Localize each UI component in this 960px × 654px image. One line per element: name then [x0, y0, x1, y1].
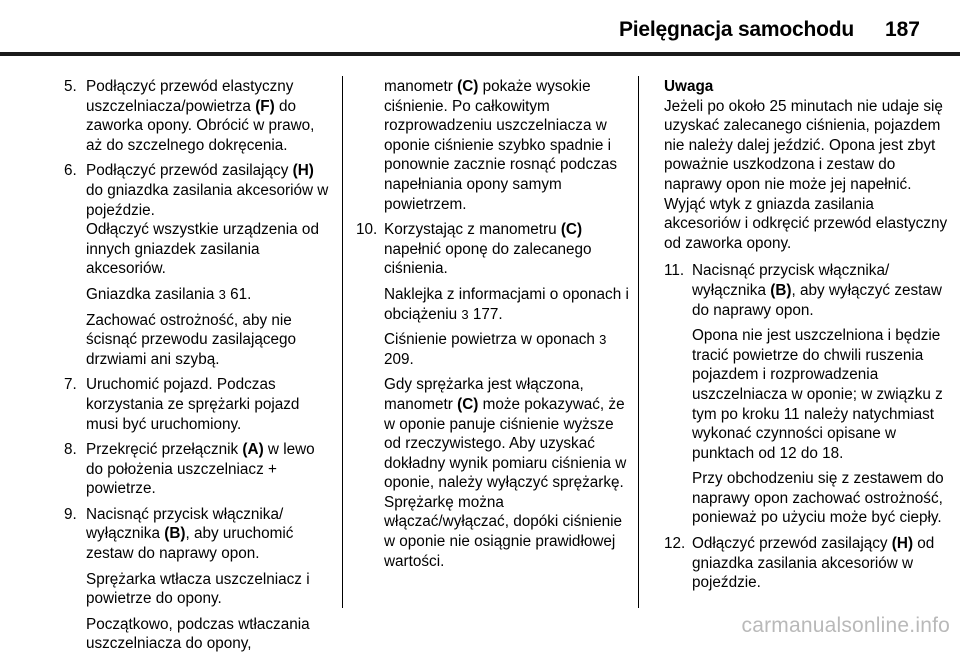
step-text: Podłączyć przewód zasilający (H) do gniazdka zasilania akcesoriów w pojeździe. Odłączyć wszystkie urządzenia od innych gniazdek zasilania akcesoriów. Gniazdka zasilania 3 61. Zachować ostrożność, aby nie ścisnąć przewodu zasilającego drzwiami ani szybą.: [86, 161, 334, 375]
step-9-continued: [356, 77, 632, 214]
column-3: [664, 77, 954, 593]
cross-reference[interactable]: Naklejka z informacjami o oponach i obciążeniu 3 177.: [384, 285, 629, 323]
page-header: [0, 0, 960, 56]
step-text: Nacisnąć przycisk włącznika/ wyłącznika (B), aby uruchomić zestaw do naprawy opon. Sprężarka wtłacza uszczelniacz i powietrze do opony. Początkowo, podczas wtłaczania uszczelniacza do opony,: [86, 505, 310, 653]
step-text: Uruchomić pojazd. Podczas korzystania ze sprężarki pojazd musi być uruchomiony.: [86, 376, 300, 433]
step-12: [664, 534, 954, 593]
reference-arrow-icon: 3: [461, 306, 469, 322]
step-number: 7.: [64, 376, 77, 394]
note-title: Uwaga: [664, 78, 714, 95]
step-number: 6.: [64, 162, 77, 180]
step-number: 12.: [664, 535, 686, 553]
column-divider: [638, 76, 639, 608]
step-text: Nacisnąć przycisk włącznika/ wyłącznika (B), aby wyłączyć zestaw do naprawy opon. Opona nie jest uszczelniona i będzie tracić powietrze do chwili ruszenia pojazdem i rozprowadzenia uszczelniacza w oponie; w związku z tym po kroku 11 należy natychmiast wykonać czynności opisane w punktach od 12 do 18. Przy obchodzeniu się z zestawem do naprawy opon zachować ostrożność, ponieważ po użyciu może być ciepły.: [692, 262, 944, 527]
column-2: [356, 77, 632, 571]
watermark: carmanualsonline.info: [741, 614, 950, 637]
cross-reference[interactable]: Gniazdka zasilania 3 61.: [86, 285, 252, 303]
reference-arrow-icon: 3: [599, 332, 607, 348]
step-11: [664, 261, 954, 528]
step-text: Odłączyć przewód zasilający (H) od gniazdka zasilania akcesoriów w pojeździe.: [692, 535, 935, 592]
step-5: [64, 77, 334, 155]
step-8: [64, 440, 334, 499]
page-title: Pielęgnacja samochodu: [618, 18, 854, 41]
page-number: 187: [884, 18, 920, 41]
column-1: [64, 77, 334, 654]
step-number: 8.: [64, 441, 77, 459]
step-10: [356, 220, 632, 571]
header-rule: [0, 52, 960, 56]
note-box: [664, 77, 954, 253]
step-text: Korzystając z manometru (C) napełnić oponę do zalecanego ciśnienia. Naklejka z informacjami o oponach i obciążeniu 3 177. Ciśnienie powietrza w oponach 3 209. Gdy sprężarka jest włączona, manometr (C) może pokazywać, że w oponie panuje ciśnienie wyższe od rzeczywistego. Aby uzyskać dokładny wynik pomiaru ciśnienia w oponie, należy wyłączyć sprężarkę. Sprężarkę można włączać/wyłączać, dopóki ciśnienie w oponie nie osiągnie prawidłowej wartości.: [384, 220, 632, 571]
note-text: Jeżeli po około 25 minutach nie udaje się uzyskać zalecanego ciśnienia, pojazdem nie należy dalej jeździć. Opona jest zbyt poważnie uszkodzona i zestaw do naprawy opon nie może jej napełnić. Wyjąć wtyk z gniazda zasilania akcesoriów i odkręcić przewód elastyczny od zaworka opony.: [664, 97, 948, 252]
column-divider: [342, 76, 343, 608]
cross-reference[interactable]: Ciśnienie powietrza w oponach 3 209.: [384, 331, 607, 368]
step-number: 5.: [64, 78, 77, 95]
step-9: [64, 505, 334, 654]
step-6: [64, 161, 334, 375]
step-number: 11.: [664, 262, 685, 280]
step-7: [64, 375, 334, 434]
step-number: 9.: [64, 505, 77, 523]
step-text: manometr (C) pokaże wysokie ciśnienie. Po całkowitym rozprowadzeniu uszczelniacza w oponie ciśnienie szybko spadnie i ponownie zacznie rosnąć podczas napełniania opony samym powietrzem.: [384, 78, 617, 213]
reference-arrow-icon: 3: [218, 286, 226, 302]
step-text: Przekręcić przełącznik (A) w lewo do położenia uszczelniacz + powietrze.: [86, 441, 315, 498]
step-number: 10.: [356, 221, 378, 239]
step-text: Podłączyć przewód elastyczny uszczelniacza/powietrza (F) do zaworka opony. Obrócić w prawo, aż do szczelnego dokręcenia.: [86, 78, 315, 154]
